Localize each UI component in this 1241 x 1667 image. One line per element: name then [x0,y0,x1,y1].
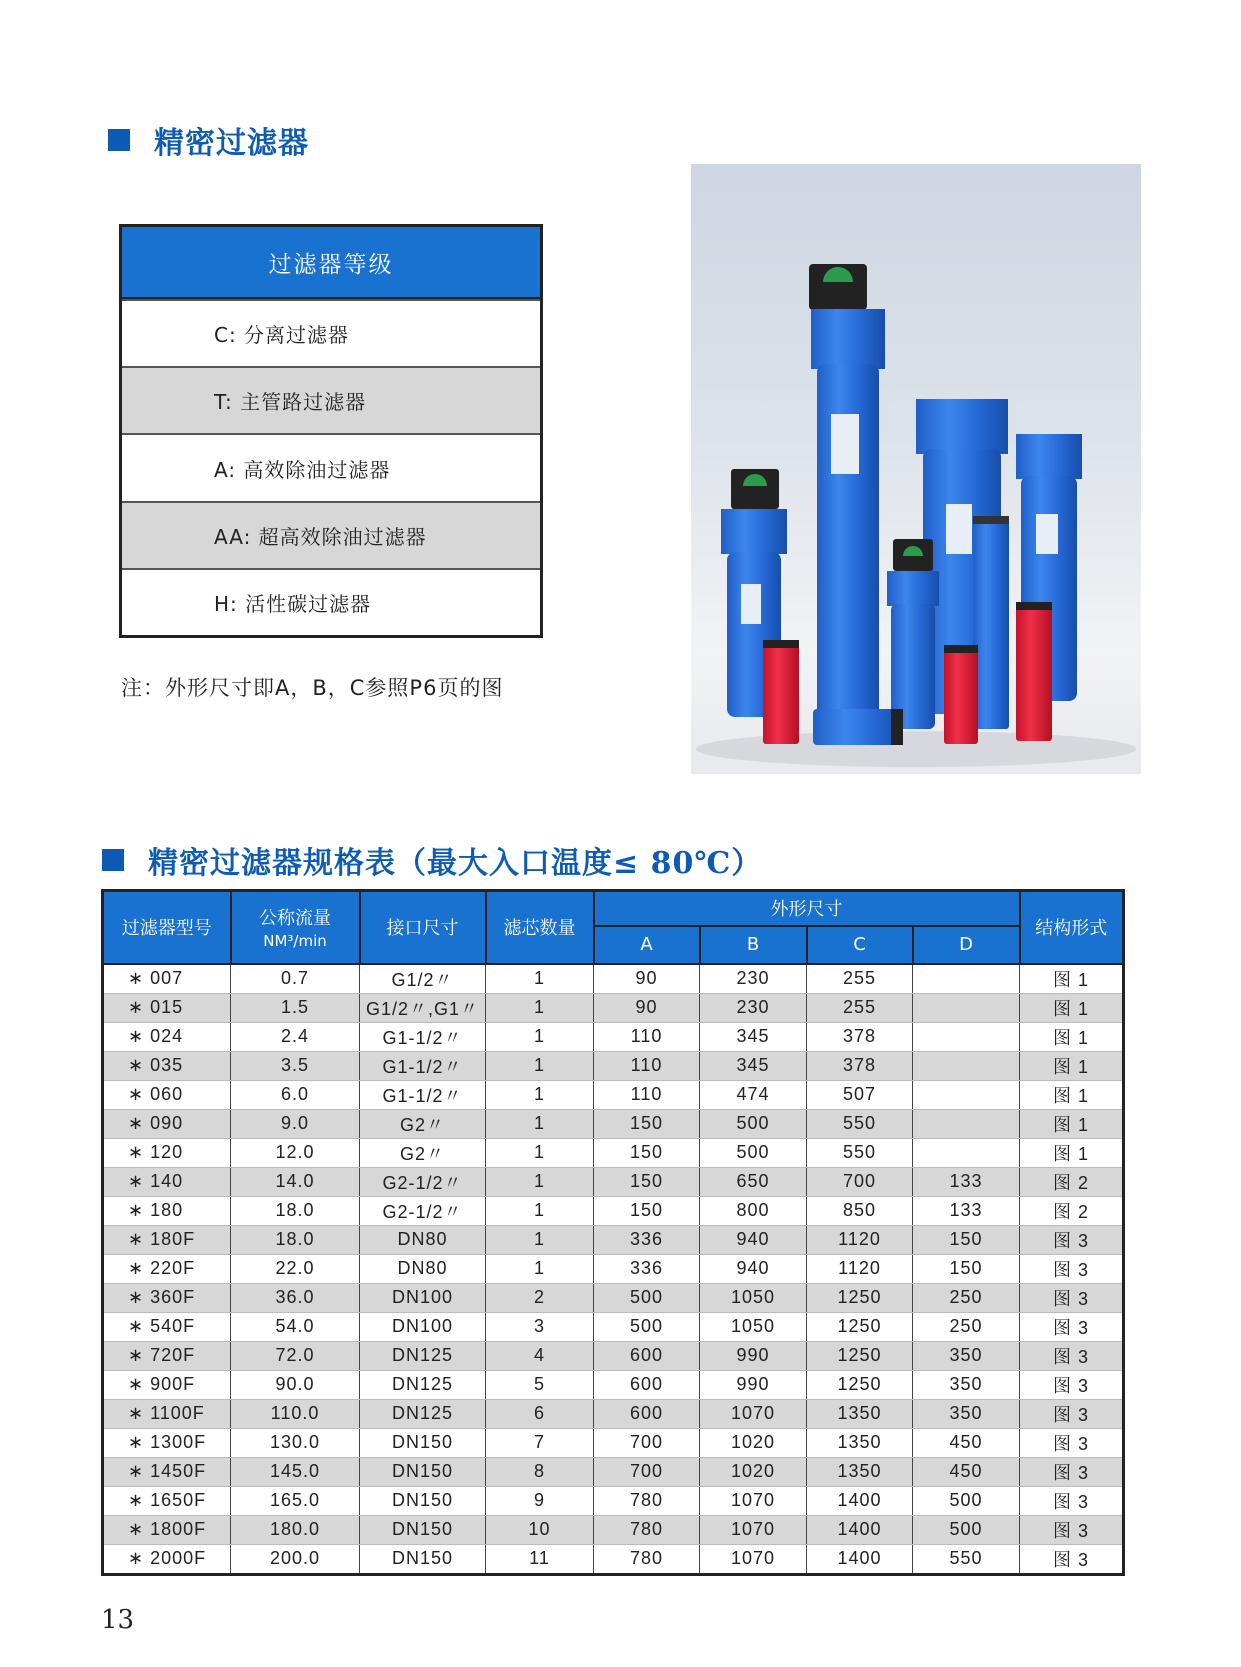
cell-flow: 2.4 [231,1022,360,1051]
cell-count: 6 [486,1399,594,1428]
cell-model: ∗ 1450F [103,1457,231,1486]
cell-d: 500 [913,1486,1020,1515]
cell-structure: 图 1 [1020,964,1124,994]
spec-table [101,889,1125,1576]
cell-model: ∗ 2000F [103,1544,231,1574]
cell-a: 90 [594,993,700,1022]
cell-port: G1/2〃 [360,964,486,994]
cell-d: 150 [913,1225,1020,1254]
cell-structure: 图 3 [1020,1486,1124,1515]
table-row [103,1457,1124,1486]
cell-a: 780 [594,1486,700,1515]
cell-flow: 180.0 [231,1515,360,1544]
cell-port: G2-1/2〃 [360,1167,486,1196]
table-row [103,1109,1124,1138]
cell-count: 1 [486,1109,594,1138]
table-row [103,1486,1124,1515]
cell-c: 550 [807,1109,913,1138]
cell-a: 700 [594,1457,700,1486]
cell-port: DN80 [360,1254,486,1283]
cell-b: 650 [700,1167,807,1196]
cell-model: ∗ 360F [103,1283,231,1312]
section-heading-spec [102,838,762,882]
cell-model: ∗ 220F [103,1254,231,1283]
cell-count: 1 [486,1167,594,1196]
cell-structure: 图 1 [1020,1022,1124,1051]
section-square-icon [102,849,124,871]
cell-structure: 图 3 [1020,1399,1124,1428]
cell-a: 110 [594,1051,700,1080]
cell-structure: 图 3 [1020,1225,1124,1254]
cell-a: 600 [594,1341,700,1370]
cell-c: 1400 [807,1486,913,1515]
header-dim-b: B [700,926,807,964]
cell-a: 150 [594,1138,700,1167]
cell-port: G2-1/2〃 [360,1196,486,1225]
section-title: 精密过滤器 [154,126,309,161]
cell-count: 5 [486,1370,594,1399]
cell-count: 7 [486,1428,594,1457]
cell-d [913,1109,1020,1138]
product-photo [691,164,1141,774]
cell-b: 230 [700,993,807,1022]
cell-port: G1-1/2〃 [360,1080,486,1109]
cell-d: 250 [913,1312,1020,1341]
table-row [103,1283,1124,1312]
cell-count: 2 [486,1283,594,1312]
spec-table-body [103,964,1124,1575]
table-row [103,1370,1124,1399]
cell-d [913,1138,1020,1167]
cell-port: DN125 [360,1341,486,1370]
cell-port: DN150 [360,1486,486,1515]
section-title: 精密过滤器规格表（最大入口温度≤ 80℃） [148,846,763,881]
cell-count: 1 [486,1022,594,1051]
cell-structure: 图 1 [1020,1138,1124,1167]
cell-a: 780 [594,1515,700,1544]
header-flow-label: 公称流量 [259,908,331,930]
cell-model: ∗ 900F [103,1370,231,1399]
cell-a: 336 [594,1254,700,1283]
cell-count: 10 [486,1515,594,1544]
cell-structure: 图 1 [1020,1080,1124,1109]
table-row [103,1515,1124,1544]
cell-port: G2〃 [360,1109,486,1138]
table-row [103,1080,1124,1109]
cell-flow: 3.5 [231,1051,360,1080]
cell-c: 255 [807,993,913,1022]
cell-structure: 图 3 [1020,1544,1124,1574]
dimension-note: 注：外形尺寸即A，B，C参照P6页的图 [121,676,504,700]
cell-structure: 图 3 [1020,1457,1124,1486]
cell-b: 1050 [700,1283,807,1312]
cell-count: 1 [486,1254,594,1283]
cell-model: ∗ 007 [103,964,231,994]
cell-d: 133 [913,1196,1020,1225]
cell-b: 1070 [700,1515,807,1544]
cell-flow: 90.0 [231,1370,360,1399]
table-row [103,1138,1124,1167]
grade-table-header: 过滤器等级 [122,227,540,299]
cell-structure: 图 3 [1020,1428,1124,1457]
cell-a: 150 [594,1196,700,1225]
filter-grade-table [119,224,543,638]
cell-c: 378 [807,1022,913,1051]
cell-model: ∗ 180 [103,1196,231,1225]
cell-flow: 18.0 [231,1225,360,1254]
cell-b: 1020 [700,1457,807,1486]
cell-flow: 36.0 [231,1283,360,1312]
cell-port: G1-1/2〃 [360,1022,486,1051]
cell-flow: 18.0 [231,1196,360,1225]
cell-c: 850 [807,1196,913,1225]
header-port: 接口尺寸 [360,891,486,964]
cell-port: DN125 [360,1370,486,1399]
cell-b: 1070 [700,1399,807,1428]
header-dims: 外形尺寸 [594,891,1020,926]
cell-flow: 9.0 [231,1109,360,1138]
cell-a: 700 [594,1428,700,1457]
cell-c: 1250 [807,1341,913,1370]
cell-flow: 110.0 [231,1399,360,1428]
cell-b: 990 [700,1370,807,1399]
cell-count: 3 [486,1312,594,1341]
cell-structure: 图 2 [1020,1167,1124,1196]
cell-model: ∗ 035 [103,1051,231,1080]
table-row [103,993,1124,1022]
cell-port: G1/2〃,G1〃 [360,993,486,1022]
section-square-icon [108,129,130,151]
grade-row: A: 高效除油过滤器 [122,433,540,500]
cell-d: 350 [913,1399,1020,1428]
cell-structure: 图 1 [1020,1051,1124,1080]
cell-d: 250 [913,1283,1020,1312]
cell-b: 990 [700,1341,807,1370]
cell-model: ∗ 1300F [103,1428,231,1457]
cell-structure: 图 1 [1020,993,1124,1022]
cell-d [913,964,1020,994]
cell-d: 450 [913,1428,1020,1457]
table-row [103,1544,1124,1574]
filter-product-illustration [691,164,1141,774]
cell-b: 1070 [700,1486,807,1515]
cell-c: 550 [807,1138,913,1167]
cell-count: 1 [486,1196,594,1225]
cell-c: 1250 [807,1283,913,1312]
cell-b: 800 [700,1196,807,1225]
cell-a: 600 [594,1370,700,1399]
cell-port: G1-1/2〃 [360,1051,486,1080]
table-row [103,1312,1124,1341]
cell-d [913,1051,1020,1080]
cell-count: 4 [486,1341,594,1370]
cell-structure: 图 3 [1020,1283,1124,1312]
cell-count: 1 [486,964,594,994]
grade-row: C: 分离过滤器 [122,299,540,366]
table-row [103,1225,1124,1254]
cell-flow: 0.7 [231,964,360,994]
cell-structure: 图 3 [1020,1370,1124,1399]
cell-b: 345 [700,1022,807,1051]
cell-a: 600 [594,1399,700,1428]
cell-d: 133 [913,1167,1020,1196]
cell-flow: 145.0 [231,1457,360,1486]
cell-structure: 图 3 [1020,1312,1124,1341]
cell-model: ∗ 1800F [103,1515,231,1544]
cell-model: ∗ 090 [103,1109,231,1138]
cell-flow: 14.0 [231,1167,360,1196]
cell-d: 500 [913,1515,1020,1544]
cell-b: 230 [700,964,807,994]
cell-c: 1350 [807,1457,913,1486]
header-dim-d: D [913,926,1020,964]
cell-d: 350 [913,1370,1020,1399]
table-row [103,1051,1124,1080]
cell-c: 507 [807,1080,913,1109]
cell-a: 90 [594,964,700,994]
cell-model: ∗ 180F [103,1225,231,1254]
cell-flow: 6.0 [231,1080,360,1109]
cell-c: 1250 [807,1312,913,1341]
cell-port: DN150 [360,1428,486,1457]
cell-b: 1020 [700,1428,807,1457]
cell-structure: 图 2 [1020,1196,1124,1225]
cell-a: 150 [594,1167,700,1196]
cell-flow: 165.0 [231,1486,360,1515]
header-model: 过滤器型号 [103,891,231,964]
table-row [103,1341,1124,1370]
cell-model: ∗ 720F [103,1341,231,1370]
grade-row: T: 主管路过滤器 [122,366,540,433]
cell-a: 150 [594,1109,700,1138]
cell-flow: 12.0 [231,1138,360,1167]
page-number: 13 [101,1605,135,1635]
cell-c: 1400 [807,1515,913,1544]
cell-model: ∗ 1650F [103,1486,231,1515]
cell-count: 1 [486,1225,594,1254]
cell-d [913,1080,1020,1109]
cell-c: 255 [807,964,913,994]
cell-port: DN80 [360,1225,486,1254]
cell-b: 500 [700,1138,807,1167]
cell-c: 1250 [807,1370,913,1399]
cell-b: 474 [700,1080,807,1109]
cell-flow: 200.0 [231,1544,360,1574]
cell-a: 500 [594,1312,700,1341]
table-row [103,1196,1124,1225]
cell-d: 150 [913,1254,1020,1283]
cell-count: 1 [486,1138,594,1167]
table-row [103,1254,1124,1283]
cell-count: 9 [486,1486,594,1515]
cell-count: 1 [486,1080,594,1109]
cell-d [913,993,1020,1022]
cell-flow: 130.0 [231,1428,360,1457]
cell-c: 1120 [807,1225,913,1254]
cell-b: 500 [700,1109,807,1138]
cell-structure: 图 3 [1020,1515,1124,1544]
cell-c: 1350 [807,1399,913,1428]
table-row [103,1399,1124,1428]
header-flow [231,891,360,964]
cell-model: ∗ 024 [103,1022,231,1051]
cell-model: ∗ 1100F [103,1399,231,1428]
cell-port: G2〃 [360,1138,486,1167]
table-row [103,1428,1124,1457]
cell-c: 700 [807,1167,913,1196]
cell-model: ∗ 120 [103,1138,231,1167]
cell-a: 500 [594,1283,700,1312]
grade-row: AA: 超高效除油过滤器 [122,501,540,568]
cell-count: 8 [486,1457,594,1486]
cell-flow: 1.5 [231,993,360,1022]
header-flow-unit: NM³/min [263,932,327,951]
cell-a: 780 [594,1544,700,1574]
header-dim-a: A [594,926,700,964]
cell-a: 336 [594,1225,700,1254]
cell-d [913,1022,1020,1051]
cell-count: 1 [486,993,594,1022]
cell-port: DN100 [360,1312,486,1341]
cell-b: 1070 [700,1544,807,1574]
table-row [103,964,1124,994]
cell-port: DN150 [360,1515,486,1544]
header-dim-c: C [807,926,913,964]
cell-count: 1 [486,1051,594,1080]
table-row [103,1022,1124,1051]
cell-c: 1400 [807,1544,913,1574]
cell-flow: 22.0 [231,1254,360,1283]
cell-port: DN100 [360,1283,486,1312]
cell-a: 110 [594,1080,700,1109]
cell-port: DN150 [360,1457,486,1486]
cell-model: ∗ 060 [103,1080,231,1109]
cell-structure: 图 3 [1020,1341,1124,1370]
cell-d: 550 [913,1544,1020,1574]
cell-count: 11 [486,1544,594,1574]
cell-b: 1050 [700,1312,807,1341]
cell-port: DN125 [360,1399,486,1428]
cell-structure: 图 1 [1020,1109,1124,1138]
cell-c: 1350 [807,1428,913,1457]
cell-port: DN150 [360,1544,486,1574]
cell-b: 345 [700,1051,807,1080]
cell-flow: 54.0 [231,1312,360,1341]
cell-a: 110 [594,1022,700,1051]
cell-model: ∗ 140 [103,1167,231,1196]
cell-d: 350 [913,1341,1020,1370]
cell-structure: 图 3 [1020,1254,1124,1283]
header-count: 滤芯数量 [486,891,594,964]
section-heading-filters [108,118,309,162]
cell-c: 378 [807,1051,913,1080]
grade-row: H: 活性碳过滤器 [122,568,540,635]
cell-model: ∗ 015 [103,993,231,1022]
header-structure: 结构形式 [1020,891,1124,964]
table-row [103,1167,1124,1196]
cell-flow: 72.0 [231,1341,360,1370]
cell-b: 940 [700,1225,807,1254]
cell-b: 940 [700,1254,807,1283]
cell-model: ∗ 540F [103,1312,231,1341]
cell-c: 1120 [807,1254,913,1283]
cell-d: 450 [913,1457,1020,1486]
